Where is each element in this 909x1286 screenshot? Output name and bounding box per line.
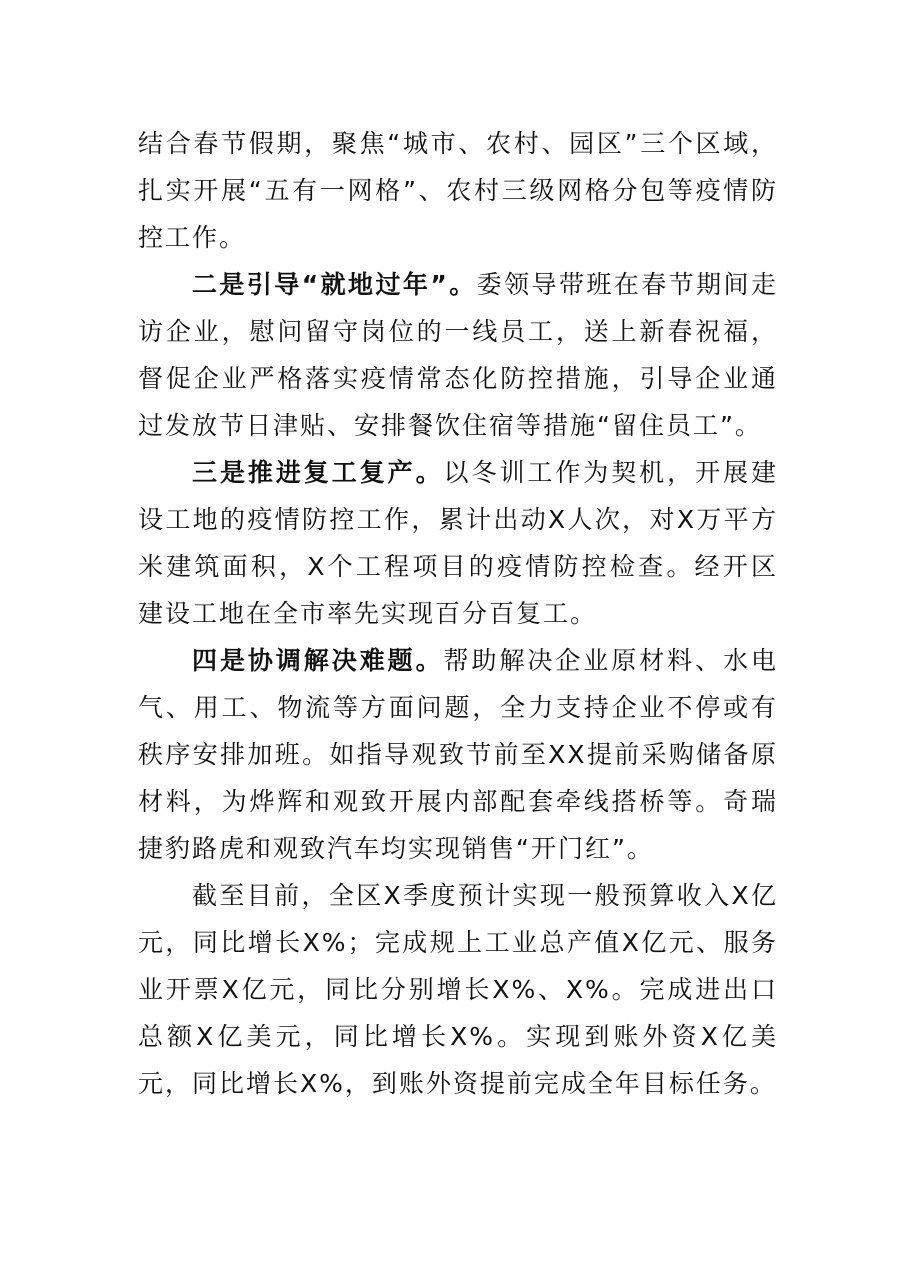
paragraph-2-heading: 二是引导“就地过年”。	[192, 270, 477, 299]
paragraph-3	[138, 449, 778, 637]
paragraph-2	[138, 261, 778, 449]
paragraph-4-text: 帮助解决企业原材料、水电气、用工、物流等方面问题，全力支持企业不停或有秩序安排加班。如指导观致节前至XX提前采购储备原材料，为烨辉和观致开展内部配套牵线搭桥等。奇瑞捷豹路虎和观致汽车均实现销售“开门红”。	[138, 646, 778, 863]
document-body	[138, 120, 778, 1107]
paragraph-4-heading: 四是协调解决难题。	[192, 646, 444, 675]
paragraph-3-heading: 三是推进复工复产。	[192, 458, 444, 487]
paragraph-3-text: 以冬训工作为契机，开展建设工地的疫情防控工作，累计出动X人次，对X万平方米建筑面积，X个工程项目的疫情防控检查。经开区建设工地在全市率先实现百分百复工。	[138, 458, 778, 628]
paragraph-2-text: 委领导带班在春节期间走访企业，慰问留守岗位的一线员工，送上新春祝福，督促企业严格落实疫情常态化防控措施，引导企业通过发放节日津贴、安排餐饮住宿等措施“留住员工”。	[138, 270, 778, 440]
paragraph-4	[138, 637, 778, 872]
paragraph-5-text: 截至目前，全区X季度预计实现一般预算收入X亿元，同比增长X%；完成规上工业总产值X亿元、服务业开票X亿元，同比分别增长X%、X%。完成进出口总额X亿美元，同比增长X%。实现到账外资X亿美元，同比增长X%，到账外资提前完成全年目标任务。	[138, 881, 778, 1098]
paragraph-1	[138, 120, 778, 261]
paragraph-1-text: 结合春节假期，聚焦“城市、农村、园区”三个区域，扎实开展“五有一网格”、农村三级网格分包等疫情防控工作。	[138, 129, 778, 252]
paragraph-5	[138, 872, 778, 1107]
